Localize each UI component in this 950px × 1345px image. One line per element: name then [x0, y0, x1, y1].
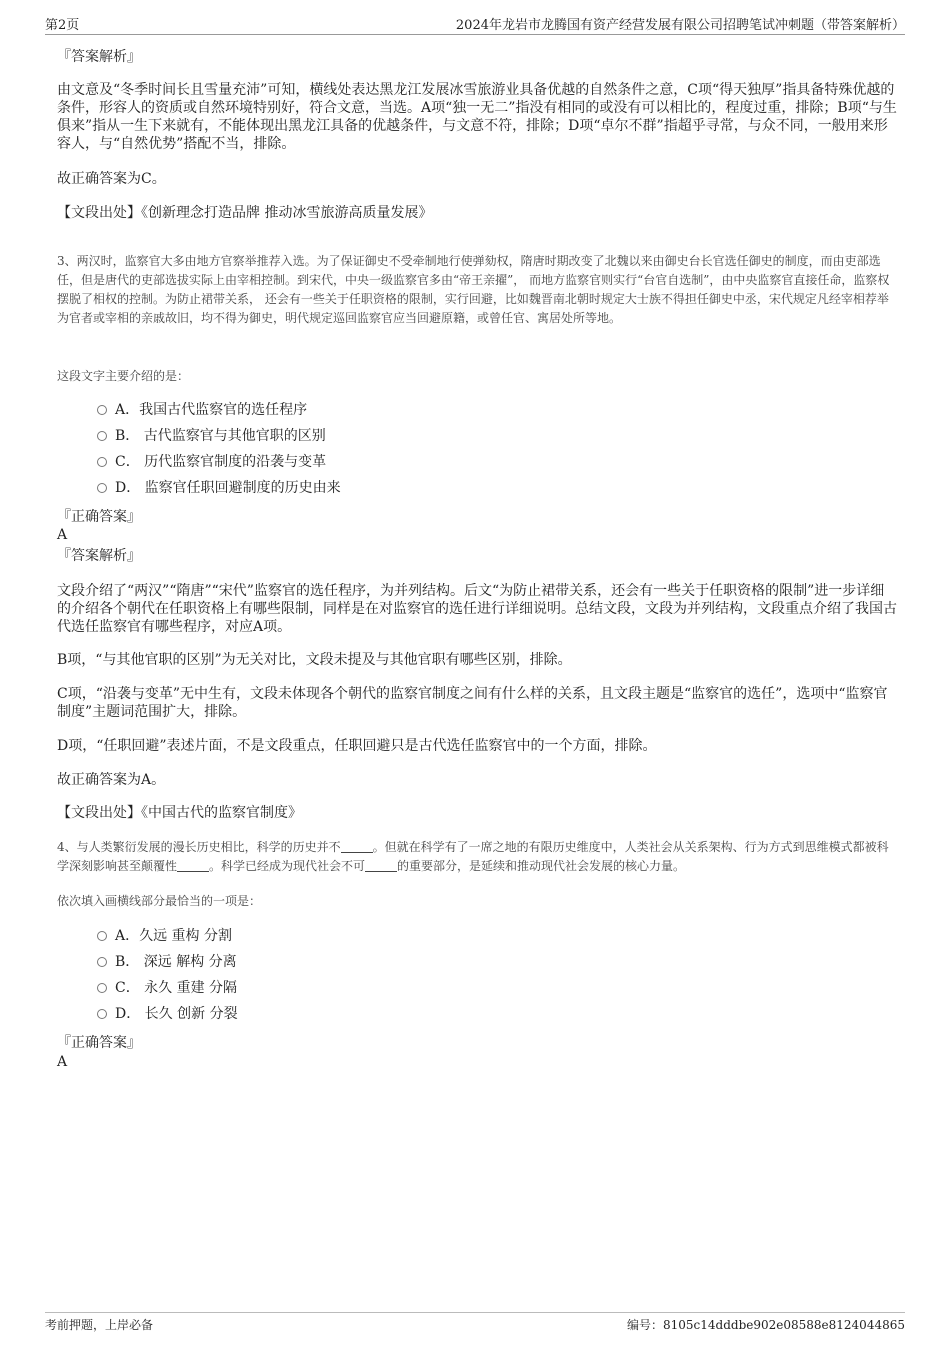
- q3-source: 【文段出处】《中国古代的监察官制度》: [57, 805, 302, 821]
- q4-option-b[interactable]: [97, 952, 237, 972]
- q3-option-d[interactable]: [97, 478, 341, 498]
- q4-option-c[interactable]: [97, 978, 237, 998]
- q3-analysis-p4: D项，“任职回避”表述片面，不是文段重点，任职回避只是古代选任监察官中的一个方面，排除。: [57, 738, 657, 754]
- q4-answer-label: 『正确答案』: [57, 1035, 141, 1051]
- radio-icon[interactable]: [97, 483, 107, 493]
- q2-source: 【文段出处】《创新理念打造品牌 推动冰雪旅游高质量发展》: [57, 205, 433, 221]
- page-footer: [45, 1312, 905, 1333]
- q2-analysis-label: 『答案解析』: [57, 49, 141, 65]
- q3-analysis-p2: B项，“与其他官职的区别”为无关对比，文段未提及与其他官职有哪些区别，排除。: [57, 652, 572, 668]
- q2-analysis-text: 由文意及“冬季时间长且雪量充沛”可知，横线处表达黑龙江发展冰雪旅游业具备优越的自然条件之意，C项“得天独厚”指具备特殊优越的条件，形容人的资质或自然环境特别好，符合文意，当选。A项“独一无二”指没有相同的或没有可以相比的，程度过重，排除；B项“与生俱来”指从一生下来就有，不能体现出黑龙江具备的优越条件，与文意不符，排除；D项“卓尔不群”指超乎寻常，与众不同，一般用来形容人，与“自然优势”搭配不当，排除。: [57, 82, 897, 152]
- option-label: A．我国古代监察官的选任程序: [115, 402, 308, 418]
- blank-line: [365, 859, 397, 872]
- option-label: A．久远 重构 分割: [115, 928, 233, 944]
- q2-conclusion: 故正确答案为C。: [57, 171, 166, 187]
- q4-answer: A: [57, 1054, 68, 1070]
- q3-stem: 3、两汉时，监察官大多由地方官察举推荐入选。为了保证御史不受牵制地行使弹劾权，隋唐时期改变了北魏以来由御史台长官选任御史的制度，而由吏部选任，但是唐代的吏部选拔实际上由宰相控制。到宋代，中央一级监察官多由“帝王亲擢”， 而地方监察官则实行“台官自选制”，由中央监察官直接任命，监察权摆脱了相权的控制。为防止裙带关系， 还会有一些关于任职资格的限制，实行回避，比如魏晋南北朝时规定大士族不得担任御史中丞，宋代规定凡经宰相荐举为官者或宰相的亲戚故旧，均不得为御史，明代规定巡回监察官应当回避原籍，或曾任官、寓居处所等地。: [57, 254, 890, 325]
- page-number: 第2页: [45, 18, 80, 33]
- document-id: 编号：8105c14dddbe902e08588e8124044865: [627, 1318, 905, 1332]
- radio-icon[interactable]: [97, 983, 107, 993]
- radio-icon[interactable]: [97, 1009, 107, 1019]
- blank-line: [341, 840, 373, 853]
- option-label: D． 长久 创新 分裂: [115, 1006, 238, 1022]
- footer-slogan: 考前押题，上岸必备: [45, 1318, 154, 1332]
- option-label: C． 永久 重建 分隔: [115, 980, 238, 996]
- option-label: B． 古代监察官与其他官职的区别: [115, 428, 326, 444]
- q4-stem: 4、与人类繁衍发展的漫长历史相比，科学的历史并不 。但就在科学有了一席之地的有限历史维度中，人类社会从关系架构、行为方式到思维模式都被科学深刻影响甚至颠覆性 。科学已经成为现代社会不可 的重要部分，是延续和推动现代社会发展的核心力量。: [57, 840, 889, 873]
- option-label: B． 深远 解构 分离: [115, 954, 237, 970]
- q4-prompt: 依次填入画横线部分最恰当的一项是：: [57, 894, 262, 908]
- q3-option-a[interactable]: [97, 400, 307, 420]
- document-title: 2024年龙岩市龙腾国有资产经营发展有限公司招聘笔试冲刺题（带答案解析）: [455, 18, 905, 33]
- q3-analysis-p5: 故正确答案为A。: [57, 772, 166, 788]
- radio-icon[interactable]: [97, 405, 107, 415]
- blank-line: [177, 859, 209, 872]
- q3-answer-label: 『正确答案』: [57, 509, 141, 525]
- radio-icon[interactable]: [97, 931, 107, 941]
- q4-option-a[interactable]: [97, 926, 232, 946]
- q3-option-c[interactable]: [97, 452, 326, 472]
- option-label: D． 监察官任职回避制度的历史由来: [115, 480, 341, 496]
- q4-option-d[interactable]: [97, 1004, 238, 1024]
- q3-prompt: 这段文字主要介绍的是：: [57, 369, 190, 383]
- q3-analysis-p1: 文段介绍了“两汉”“隋唐”“宋代”监察官的选任程序，为并列结构。后文“为防止裙带关系，还会有一些关于任职资格的限制”进一步详细的介绍各个朝代在任职资格上有哪些限制，同样是在对监察官的选任进行详细说明。总结文段，文段为并列结构，文段重点介绍了我国古代选任监察官有哪些程序，对应A项。: [57, 583, 897, 635]
- option-label: C． 历代监察官制度的沿袭与变革: [115, 454, 327, 470]
- q3-analysis-label: 『答案解析』: [57, 548, 141, 564]
- q3-option-b[interactable]: [97, 426, 326, 446]
- radio-icon[interactable]: [97, 957, 107, 967]
- radio-icon[interactable]: [97, 457, 107, 467]
- q3-answer: A: [57, 527, 68, 543]
- q3-analysis-p3: C项，“沿袭与变革”无中生有，文段未体现各个朝代的监察官制度之间有什么样的关系，且文段主题是“监察官的选任”，选项中“监察官制度”主题词范围扩大，排除。: [57, 686, 888, 720]
- radio-icon[interactable]: [97, 431, 107, 441]
- page-header: [45, 12, 905, 35]
